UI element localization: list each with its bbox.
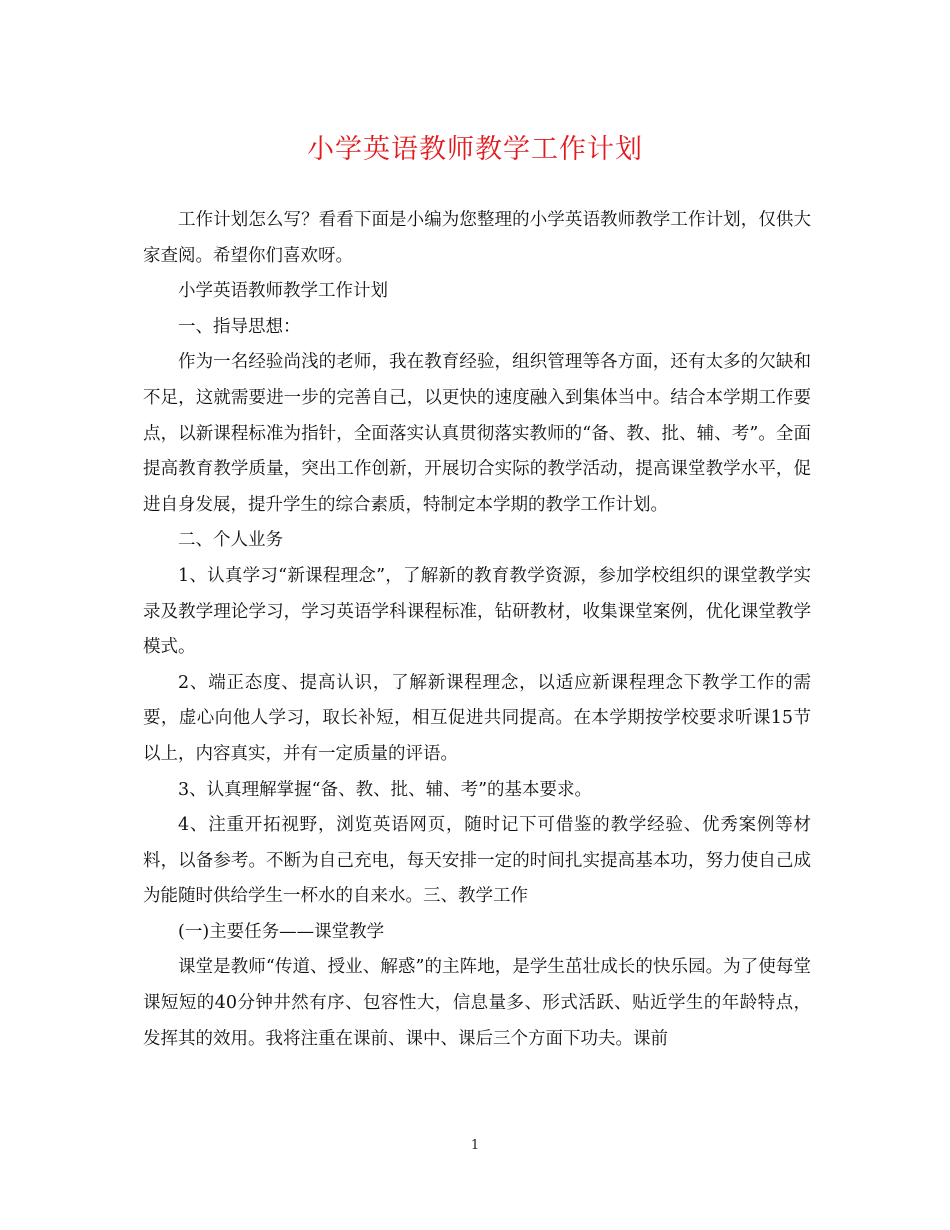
page-number: 1 <box>470 1138 480 1153</box>
document-body <box>143 203 811 1057</box>
guiding-thought-paragraph: 作为一名经验尚浅的老师，我在教育经验，组织管理等各方面，还有太多的欠缺和不足，这就需要进一步的完善自己，以更快的速度融入到集体当中。结合本学期工作要点，以新课程标准为指针，全面落实认真贯彻落实教师的“备、教、批、辅、考”。全面提高教育教学质量，突出工作创新，开展切合实际的教学活动，提高课堂教学水平，促进自身发展，提升学生的综合素质，特制定本学期的教学工作计划。 <box>143 352 811 515</box>
personal-work-item-1: 1、认真学习“新课程理念”，了解新的教育教学资源，参加学校组织的课堂教学实录及教学理论学习，学习英语学科课程标准，钻研教材，收集课堂案例，优化课堂教学模式。 <box>143 565 811 658</box>
main-task-heading: (一)主要任务——课堂教学 <box>178 921 385 942</box>
subtitle-paragraph: 小学英语教师教学工作计划 <box>178 281 388 302</box>
document-title: 小学英语教师教学工作计划 <box>307 134 643 165</box>
personal-work-item-2: 2、端正态度、提高认识，了解新课程理念，以适应新课程理念下教学工作的需要，虚心向他人学习，取长补短，相互促进共同提高。在本学期按学校要求听课15节以上，内容真实，并有一定质量的评语。 <box>143 672 811 764</box>
section-heading-guiding-thought: 一、指导思想： <box>178 316 301 337</box>
personal-work-item-3: 3、认真理解掌握“备、教、批、辅、考”的基本要求。 <box>178 779 593 800</box>
section-heading-personal-work: 二、个人业务 <box>178 530 283 551</box>
classroom-teaching-paragraph: 课堂是教师“传道、授业、解惑”的主阵地，是学生茁壮成长的快乐园。为了使每堂课短短的40分钟井然有序、包容性大，信息量多、形式活跃、贴近学生的年龄特点，发挥其的效用。我将注重在课前、课中、课后三个方面下功夫。课前 <box>143 957 811 1049</box>
personal-work-item-4: 4、注重开拓视野，浏览英语网页，随时记下可借鉴的教学经验、优秀案例等材料，以备参考。不断为自己充电，每天安排一定的时间扎实提高基本功，努力使自己成为能随时供给学生一杯水的自来水。三、教学工作 <box>143 815 811 907</box>
intro-paragraph: 工作计划怎么写？看看下面是小编为您整理的小学英语教师教学工作计划，仅供大家查阅。希望你们喜欢呀。 <box>143 210 811 266</box>
